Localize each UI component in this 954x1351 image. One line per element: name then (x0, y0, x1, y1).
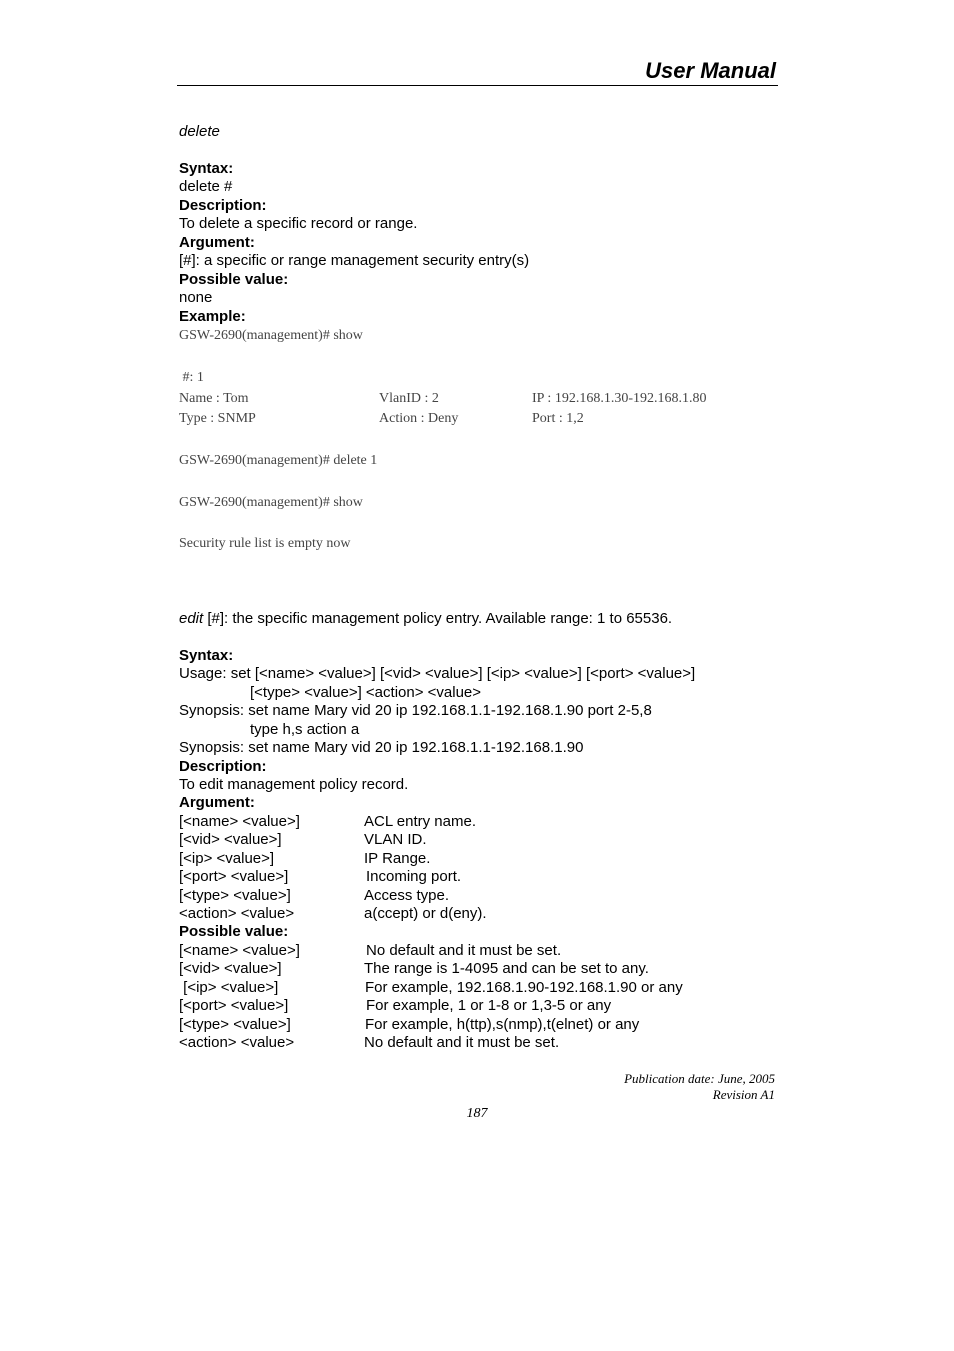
delete-description: To delete a specific record or range. (179, 215, 418, 232)
example-empty-message: Security rule list is empty now (179, 536, 351, 551)
edit-command-heading: edit (179, 610, 204, 627)
footer-publication-date: Publication date: June, 2005 (624, 1071, 775, 1086)
delete-syntax-label: Syntax: (179, 160, 234, 177)
edit-argument-label: Argument: (179, 794, 255, 811)
possible-desc: No default and it must be set. (364, 1034, 560, 1051)
edit-synopsis-1b: type h,s action a (250, 721, 360, 738)
possible-desc: For example, h(ttp),s(nmp),t(elnet) or any (365, 1016, 640, 1033)
argument-desc: a(ccept) or d(eny). (364, 905, 487, 922)
edit-possible-label: Possible value: (179, 923, 289, 940)
example-line-show: GSW-2690(management)# show (179, 328, 363, 343)
argument-param: [<type> <value>] (179, 887, 291, 904)
delete-possible-label: Possible value: (179, 271, 289, 288)
argument-param: [<port> <value>] (179, 868, 289, 885)
possible-param: [<name> <value>] (179, 942, 300, 959)
possible-param: <action> <value> (179, 1034, 295, 1051)
edit-intro-text: [#]: the specific management policy entry. Available range: 1 to 65536. (203, 610, 673, 627)
edit-description: To edit management policy record. (179, 776, 409, 793)
example-ip: IP : 192.168.1.30-192.168.1.80 (532, 391, 707, 406)
example-port: Port : 1,2 (532, 411, 584, 426)
example-line-show-2: GSW-2690(management)# show (179, 495, 363, 510)
argument-desc: Incoming port. (366, 868, 462, 885)
argument-desc: IP Range. (364, 850, 431, 867)
delete-description-label: Description: (179, 197, 267, 214)
edit-syntax-label: Syntax: (179, 647, 234, 664)
possible-param: [<port> <value>] (179, 997, 289, 1014)
edit-synopsis-1a: Synopsis: set name Mary vid 20 ip 192.168.1.1-192.168.1.90 port 2-5,8 (179, 702, 652, 719)
edit-description-label: Description: (179, 758, 267, 775)
example-entry-number: #: 1 (179, 370, 204, 385)
example-line-delete: GSW-2690(management)# delete 1 (179, 453, 378, 468)
argument-desc: VLAN ID. (364, 831, 427, 848)
page-number: 187 (466, 1106, 488, 1121)
possible-desc: For example, 1 or 1-8 or 1,3-5 or any (366, 997, 612, 1014)
argument-desc: ACL entry name. (364, 813, 476, 830)
delete-command-heading: delete (179, 123, 220, 140)
argument-param: [<name> <value>] (179, 813, 300, 830)
example-name: Name : Tom (179, 391, 249, 406)
delete-syntax: delete # (179, 178, 233, 195)
delete-possible: none (179, 289, 213, 306)
edit-usage-line-2: [<type> <value>] <action> <value> (250, 684, 482, 701)
possible-param: [<vid> <value>] (179, 960, 282, 977)
example-vlanid: VlanID : 2 (379, 391, 439, 406)
delete-argument: [#]: a specific or range management security entry(s) (179, 252, 530, 269)
delete-argument-label: Argument: (179, 234, 255, 251)
header-rule (177, 85, 778, 86)
page-header-title: User Manual (645, 58, 776, 83)
possible-param: [<type> <value>] (179, 1016, 291, 1033)
example-action: Action : Deny (379, 411, 459, 426)
argument-param: <action> <value> (179, 905, 295, 922)
edit-intro (179, 610, 672, 628)
argument-desc: Access type. (364, 887, 450, 904)
argument-param: [<ip> <value>] (179, 850, 275, 867)
possible-desc: The range is 1-4095 and can be set to any. (364, 960, 649, 977)
example-type: Type : SNMP (179, 411, 256, 426)
edit-usage-line-1: Usage: set [<name> <value>] [<vid> <value>] [<ip> <value>] [<port> <value>] (179, 665, 696, 682)
footer-revision: Revision A1 (712, 1087, 775, 1102)
possible-desc: No default and it must be set. (366, 942, 562, 959)
delete-example-label: Example: (179, 308, 246, 325)
possible-desc: For example, 192.168.1.90-192.168.1.90 or any (365, 979, 683, 996)
edit-synopsis-2: Synopsis: set name Mary vid 20 ip 192.168.1.1-192.168.1.90 (179, 739, 584, 756)
argument-param: [<vid> <value>] (179, 831, 282, 848)
possible-param: [<ip> <value>] (179, 979, 279, 996)
